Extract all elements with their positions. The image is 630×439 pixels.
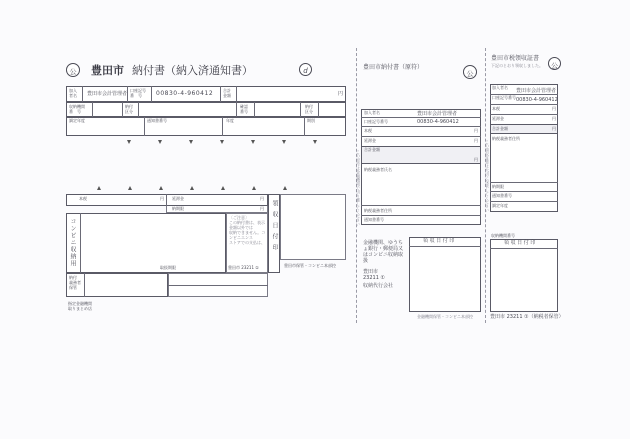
pay-type-label: 納付 区分 — [125, 104, 133, 114]
total-label: 合計 金額 — [223, 88, 231, 98]
arrow-up-icon — [97, 186, 101, 190]
middle-slip — [357, 0, 485, 439]
right-payer-label: 加入者名 — [492, 85, 508, 90]
right-org-label: 収納機関番号 — [491, 233, 515, 238]
org-label: 収納機関 番 号 — [69, 104, 85, 114]
arrow-down-icon — [313, 140, 317, 144]
seal-icon: 公 — [66, 63, 80, 77]
right-stamp-label: 領 収 日 付 印 — [504, 240, 536, 246]
right-footer: 豊田市 23211 ①（納税者保管） — [490, 314, 564, 320]
pay-period-label: 納付 区分 — [305, 104, 313, 114]
middle-bank-text: 金融機関、ゆうちょ銀行・郵便局又はコンビニ収納取扱 — [363, 240, 404, 264]
arrow-down-icon — [127, 140, 131, 144]
left-stamp-label: 領収日付印 — [271, 200, 278, 255]
right-total-yen: 円 — [552, 126, 556, 131]
right-address-label: 納税義務者住所 — [492, 136, 520, 141]
middle-account-number: 00830-4-960412 — [417, 119, 459, 125]
middle-notice-label: 通知書番号 — [364, 217, 384, 222]
right-fiscal-label: 調定年度 — [492, 203, 508, 208]
middle-payer-name: 豊田市会計管理者 — [417, 111, 458, 117]
right-notice-label: 通知書番号 — [492, 193, 512, 198]
check-label: 確認 番号 — [240, 104, 248, 114]
payer-label: 加入 者名 — [69, 88, 77, 98]
middle-late-fee-yen: 円 — [474, 138, 478, 143]
arrow-up-icon — [283, 186, 287, 190]
arrow-down-icon — [251, 140, 255, 144]
due-label: 納期限 — [172, 206, 184, 211]
arrow-up-icon — [159, 186, 163, 190]
left-city-name: 豊田市 — [91, 64, 124, 77]
arrow-down-icon — [189, 140, 193, 144]
convenience-area — [66, 213, 226, 273]
fiscal-year-label: 調定年度 — [69, 118, 85, 123]
arrow-up-icon — [128, 186, 132, 190]
arrow-down-icon — [158, 140, 162, 144]
middle-stamp-box — [409, 237, 481, 312]
middle-late-fee-label: 延滞金 — [364, 138, 376, 143]
middle-account-label: 口座記号番号 — [364, 119, 388, 124]
keep-label: 納付 義務者 保管 — [69, 275, 81, 290]
left-stamp-area — [280, 194, 346, 260]
right-vertical-note: この領収証書は大切に保管してください — [485, 140, 490, 212]
year-label: 年度 — [226, 118, 234, 123]
right-period-label: 納期限 — [492, 184, 504, 189]
total-yen: 円 — [338, 91, 344, 97]
right-account-number: 00830-4-960412 — [516, 97, 558, 103]
middle-payer-label: 加入者名 — [364, 110, 380, 115]
late-fee-label: 延滞金 — [172, 196, 184, 201]
right-slip — [486, 0, 630, 439]
due-yen: 円 — [260, 206, 264, 211]
middle-org-label: 収納代行会社 — [363, 283, 394, 289]
middle-total-yen: 円 — [474, 157, 478, 162]
term-label: 期別 — [307, 118, 315, 123]
right-payer-name: 豊田市会計管理者 — [516, 88, 557, 94]
amount-label: 本税 — [79, 196, 87, 201]
arrow-down-icon — [220, 140, 224, 144]
arrow-up-icon — [252, 186, 256, 190]
org-row — [66, 102, 346, 117]
right-late-fee-yen: 円 — [552, 116, 556, 121]
right-total-label: 合計金額 — [492, 126, 508, 131]
amount-yen: 円 — [160, 196, 164, 201]
left-footer: 豊田市保管・コンビニ本部控 — [284, 263, 336, 268]
right-slip-title: 豊田市税領収証書 — [491, 55, 540, 62]
notice-no-label: 通知書番号 — [147, 118, 167, 123]
middle-name-label: 納税義務者氏名 — [364, 167, 392, 172]
left-slip-title: 納付書（納入済通知書） — [132, 64, 253, 77]
middle-amount-yen: 円 — [474, 128, 478, 133]
middle-vertical-note: この原符は金融機関で切り離してください — [356, 150, 361, 226]
right-slip-subtitle: 下記のとおり領収しました。 — [491, 63, 543, 68]
seal-icon: d — [299, 63, 312, 76]
right-late-fee-label: 延滞金 — [492, 116, 504, 121]
middle-slip-title: 豊田市納付書（原符） — [363, 64, 424, 71]
middle-address-label: 納税義務者住所 — [364, 208, 392, 213]
right-account-label: 口座記号番号 — [492, 95, 516, 100]
account-label: 口座記号 番 号 — [130, 88, 146, 98]
middle-total-label: 合計金額 — [364, 147, 380, 152]
late-fee-yen: 円 — [260, 196, 264, 201]
middle-city-office: 豊田市 23211 ① — [363, 269, 385, 281]
convenience-label: コンビニ収納用 — [69, 218, 76, 267]
bank-label: 指定金融機関 取りまとめ店 — [68, 301, 92, 311]
left-city-office: 豊田市 23211 ① — [228, 265, 259, 270]
middle-amount-label: 本税 — [364, 128, 372, 133]
middle-footer: 金融機関保管・コンビニ本部控 — [417, 314, 473, 319]
arrow-up-icon — [190, 186, 194, 190]
payer-name: 豊田市会計管理者 — [87, 91, 128, 97]
middle-stamp-label: 領 収 日 付 印 — [423, 238, 455, 244]
account-number: 00830-4-960412 — [156, 90, 214, 97]
arrow-up-icon — [221, 186, 225, 190]
seal-icon: 公 — [548, 57, 561, 70]
right-amount-yen: 円 — [552, 106, 556, 111]
arrow-down-icon — [282, 140, 286, 144]
amount-table — [66, 194, 268, 206]
seal-icon: 公 — [463, 65, 477, 79]
deadline-label: 取扱期限 — [160, 265, 176, 270]
keep-box — [66, 273, 168, 297]
note-text: 〔ご注意〕 この納付書は、表示金額以外では 収納できません。コンビニエンス ストアでの支払は、 — [229, 215, 266, 245]
right-stamp-box — [490, 239, 558, 312]
right-amount-label: 本税 — [492, 106, 500, 111]
